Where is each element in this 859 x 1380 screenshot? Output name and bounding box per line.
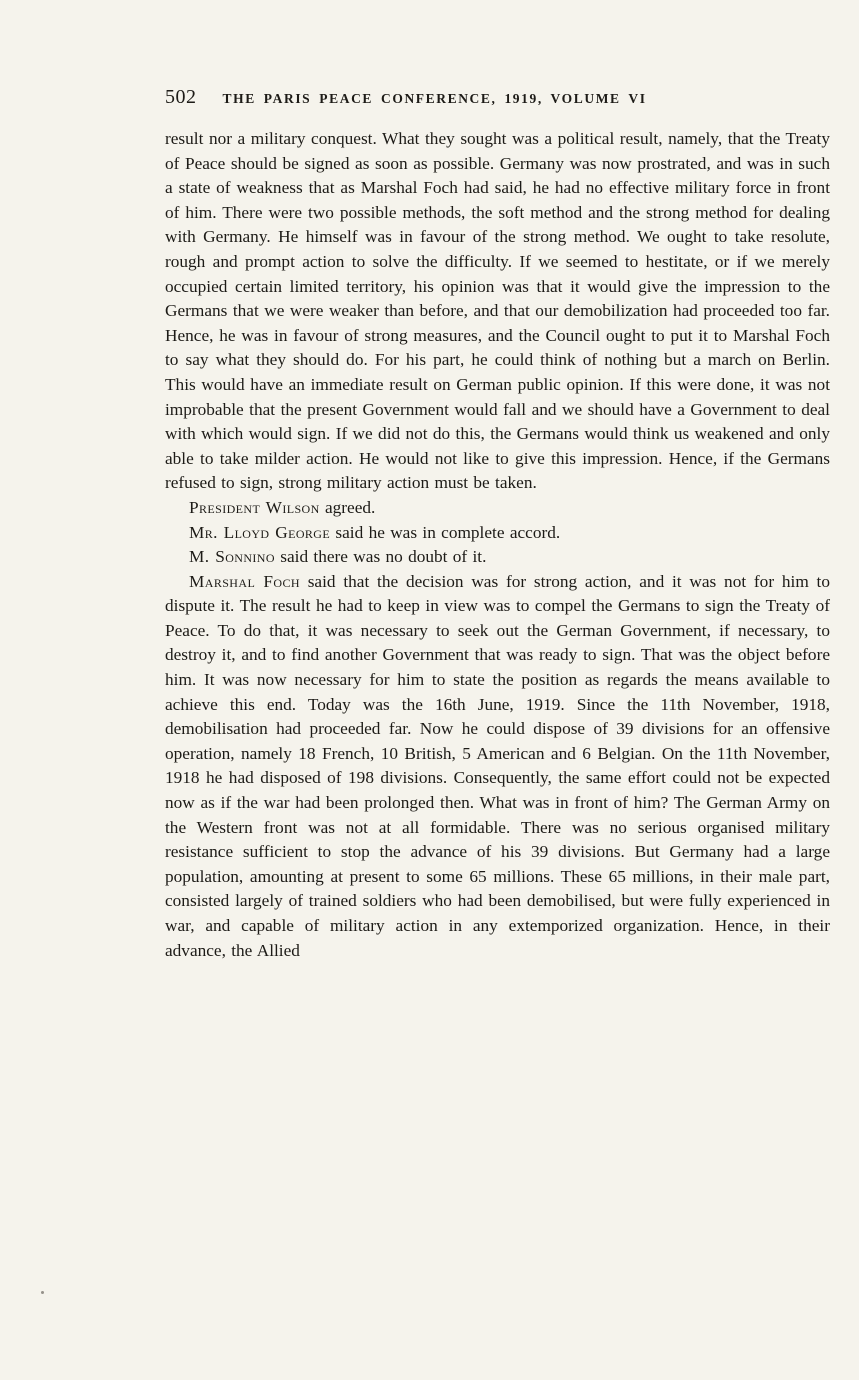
speaker-name: President Wilson xyxy=(189,497,320,517)
paragraph: result nor a military conquest. What they sought was a political result, namely, that the Treaty of Peace should be signed as soon as possible. Germany was now prostrated, and was in such a state of weakness that as Marshal Foch had said, he had no effective military force in front of him. There were two possible methods, the soft method and the strong method for dealing with Germany. He himself was in favour of the strong method. We ought to take resolute, rough and prompt action to solve the difficulty. If we seemed to hestitate, or if we merely occupied certain limited territory, his opinion was that it would give the impression to the Germans that we were weaker than before, and that our demobilization had proceeded too far. Hence, he was in favour of strong measures, and the Council ought to put it to Marshal Foch to say what they should do. For his part, he could think of nothing but a march on Berlin. This would have an immediate result on German public opinion. If this were done, it was not improbable that the present Government would fall and we should have a Government to deal with which would sign. If we did not do this, the Germans would think us weakened and only able to take milder action. He would not like to give this impression. Hence, if the Germans refused to sign, strong military action must be taken. xyxy=(165,129,830,493)
speaker-name: M. Sonnino xyxy=(189,547,275,567)
page-number: 502 xyxy=(165,86,197,108)
speaker-name: Marshal Foch xyxy=(189,571,300,591)
page-body xyxy=(165,127,830,963)
paragraph: President Wilson agreed. xyxy=(189,497,376,517)
speaker-name: Mr. Lloyd George xyxy=(189,522,331,542)
paragraph: M. Sonnino said there was no doubt of it. xyxy=(189,547,487,567)
running-title: THE PARIS PEACE CONFERENCE, 1919, VOLUME VI xyxy=(222,91,647,106)
page-header xyxy=(165,86,830,109)
paragraph: Marshal Foch said that the decision was for strong action, and it was not for him to dispute it. The result he had to keep in view was to compel the Germans to sign the Treaty of Peace. To do that, it was necessary to seek out the German Government, if necessary, to destroy it, and to find another Government that was ready to sign. That was the object before him. It was now necessary for him to state the position as regards the means available to achieve this end. Today was the 16th June, 1919. Since the 11th November, 1918, demobilisation had proceeded far. Now he could dispose of 39 divisions for an offensive operation, namely 18 French, 10 British, 5 American and 6 Belgian. On the 11th November, 1918 he had disposed of 198 divisions. Consequently, the same effort could not be expected now as if the war had been prolonged then. What was in front of him? The German Army on the Western front was not at all formidable. There was no serious organised military resistance sufficient to stop the advance of his 39 divisions. But Germany had a large population, amounting at present to some 65 millions. These 65 millions, in their male part, consisted largely of trained soldiers who had been demobilised, but were fully experienced in war, and capable of military action in any extemporized organization. Hence, in their advance, the Allied xyxy=(165,571,830,960)
scan-artifact-dot xyxy=(41,1291,44,1294)
paragraph: Mr. Lloyd George said he was in complete accord. xyxy=(189,522,561,542)
